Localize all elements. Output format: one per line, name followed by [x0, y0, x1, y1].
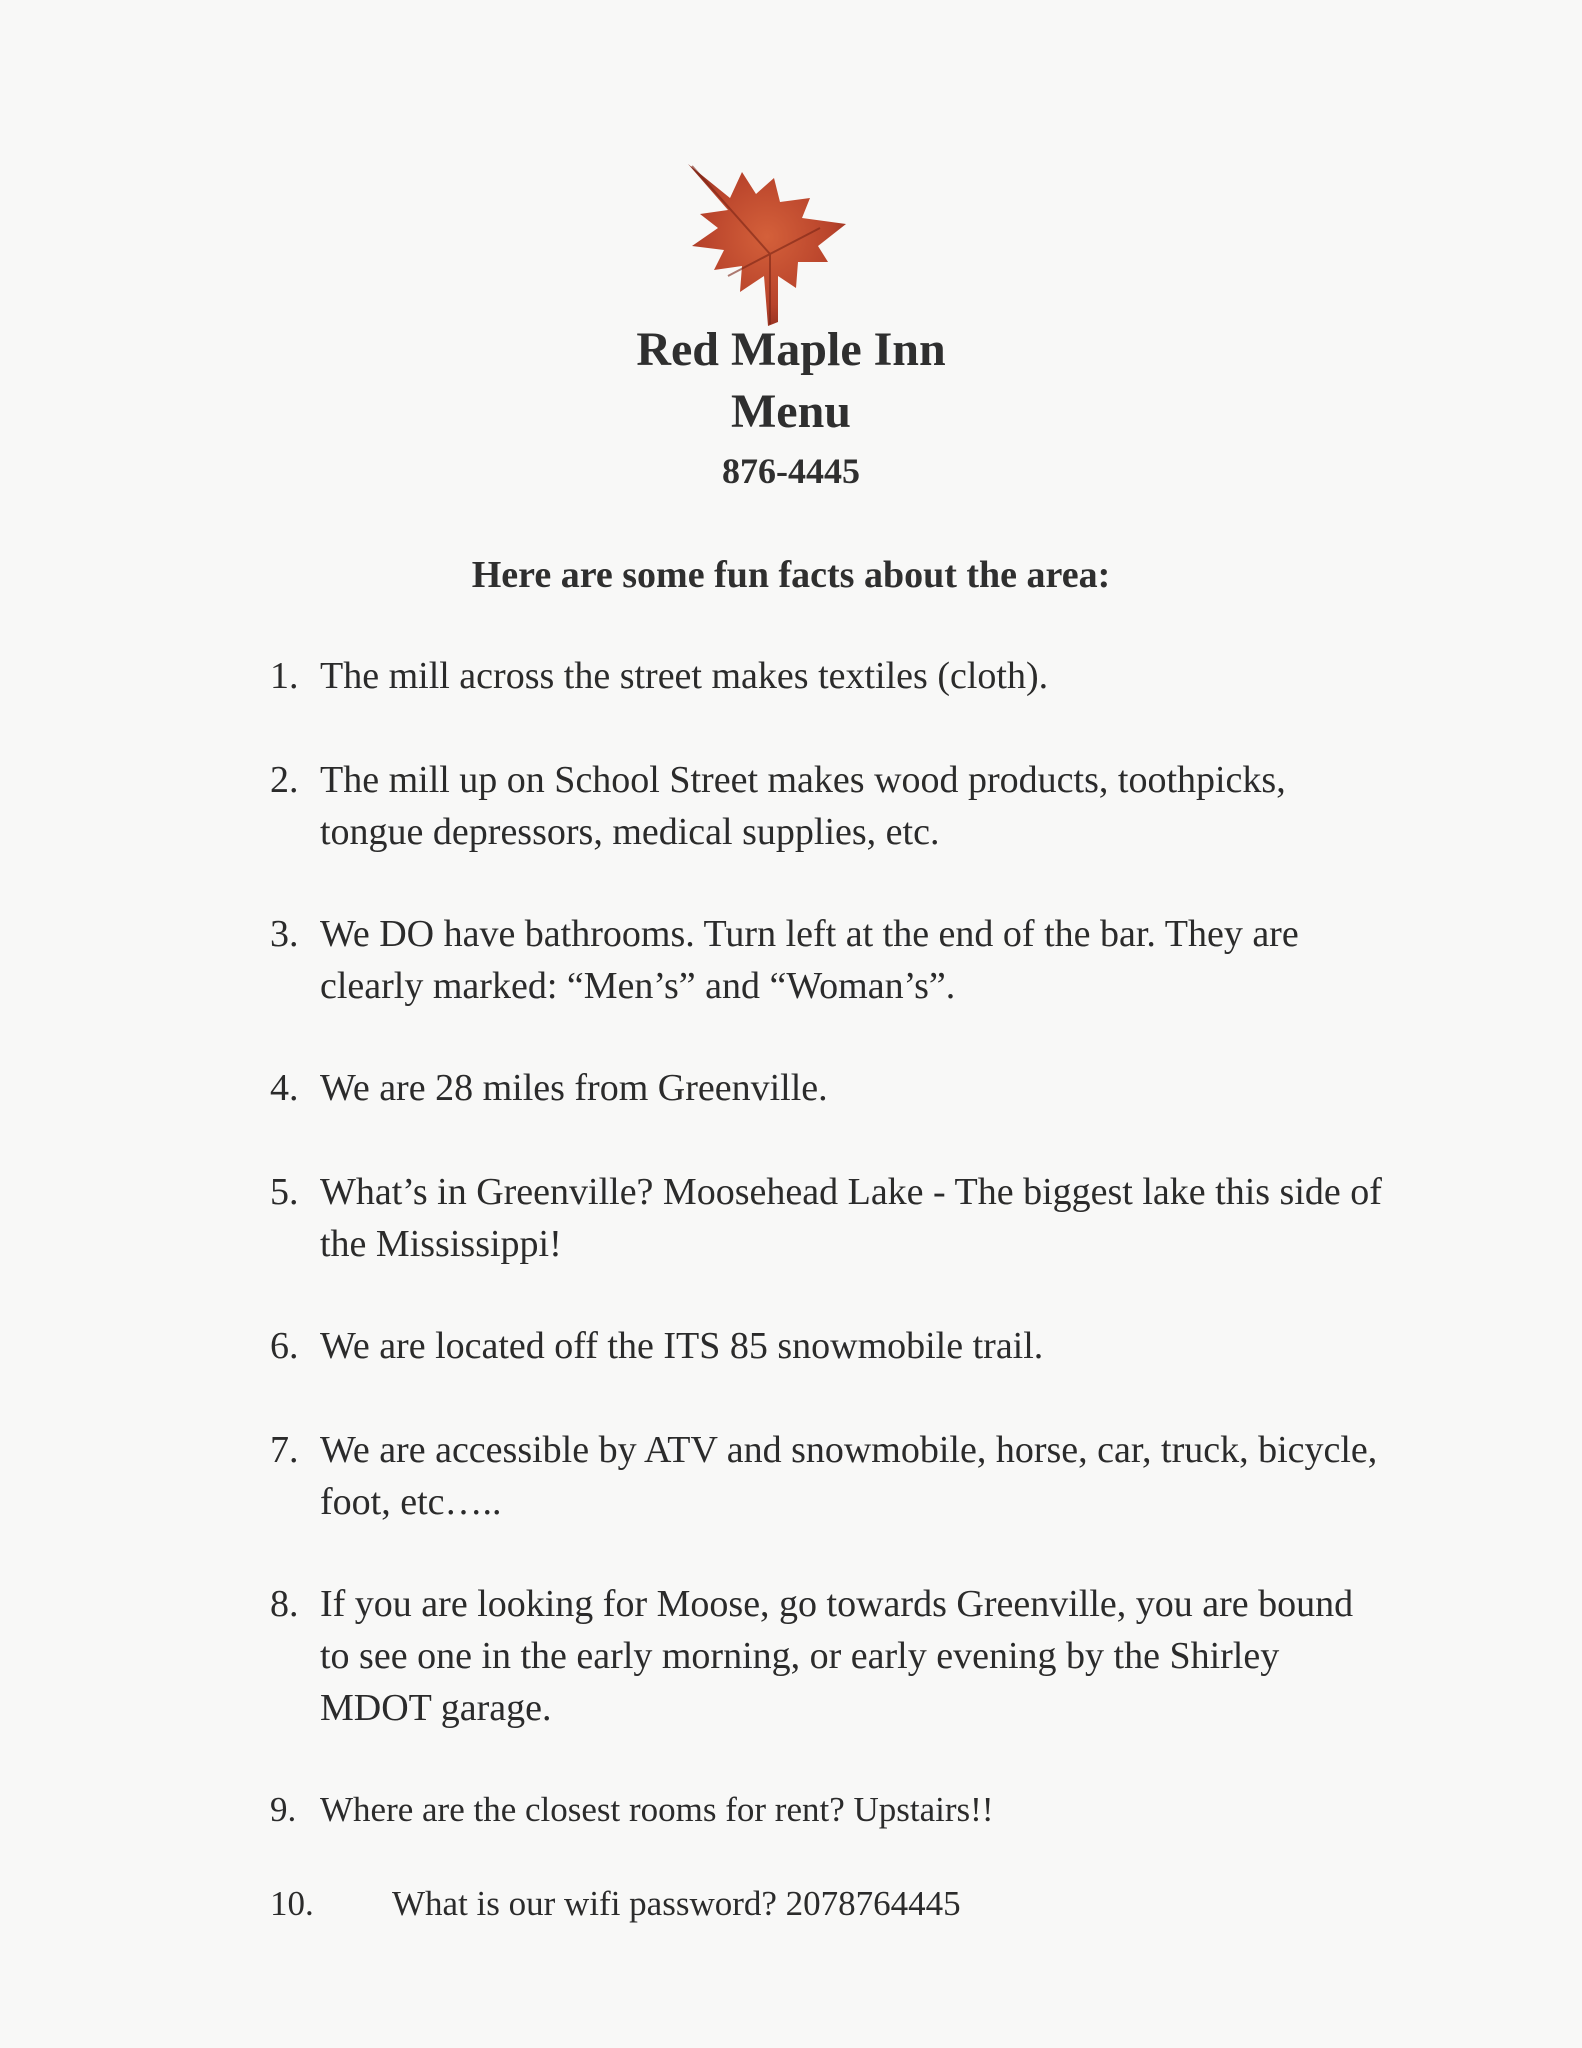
- fact-number: 4.: [270, 1067, 299, 1109]
- fact-text: The mill up on School Street makes wood products, toothpicks, tongue depressors, medical supplies, etc.: [320, 759, 1286, 853]
- fact-number: 9.: [270, 1790, 297, 1829]
- fact-item-9: [270, 1784, 1390, 1836]
- fact-item-2: [270, 754, 1390, 858]
- phone-number: 876-4445: [722, 451, 860, 491]
- fact-number: 2.: [270, 759, 299, 801]
- fact-item-6: [270, 1320, 1390, 1372]
- fact-number: 3.: [270, 913, 299, 955]
- fact-number: 8.: [270, 1583, 299, 1625]
- inn-name: Red Maple Inn: [636, 323, 946, 376]
- intro-heading: Here are some fun facts about the area:: [471, 554, 1111, 596]
- fact-item-8: [270, 1578, 1390, 1734]
- fact-item-3: [270, 908, 1390, 1012]
- fact-text: We are 28 miles from Greenville.: [320, 1067, 828, 1109]
- fact-item-4: [270, 1062, 1390, 1114]
- fact-item-7: [270, 1424, 1390, 1528]
- fact-text: We DO have bathrooms. Turn left at the end of the bar. They are clearly marked: “Men’s” and “Woman’s”.: [320, 913, 1299, 1007]
- fact-number: 6.: [270, 1325, 299, 1367]
- fact-text: What is our wifi password? 2078764445: [392, 1884, 961, 1923]
- fact-number: 10.: [270, 1884, 314, 1923]
- fact-text: If you are looking for Moose, go towards Greenville, you are bound to see one in the early morning, or early evening by the Shirley MDOT garage.: [320, 1583, 1354, 1729]
- fact-number: 5.: [270, 1171, 299, 1213]
- fact-number: 7.: [270, 1429, 299, 1471]
- fact-text: We are located off the ITS 85 snowmobile trail.: [320, 1325, 1044, 1367]
- fact-text: What’s in Greenville? Moosehead Lake - The biggest lake this side of the Mississippi!: [320, 1171, 1382, 1265]
- fact-item-5: [270, 1166, 1390, 1270]
- fact-item-10: [270, 1878, 1390, 1930]
- fact-text: The mill across the street makes textiles (cloth).: [320, 655, 1049, 697]
- fact-text: We are accessible by ATV and snowmobile, horse, car, truck, bicycle, foot, etc…..: [320, 1429, 1378, 1523]
- maple-leaf-icon: [670, 158, 870, 330]
- fact-text: Where are the closest rooms for rent? Upstairs!!: [320, 1790, 994, 1829]
- menu-title: Menu: [731, 385, 851, 438]
- fact-item-1: [270, 650, 1390, 702]
- fact-number: 1.: [270, 655, 299, 697]
